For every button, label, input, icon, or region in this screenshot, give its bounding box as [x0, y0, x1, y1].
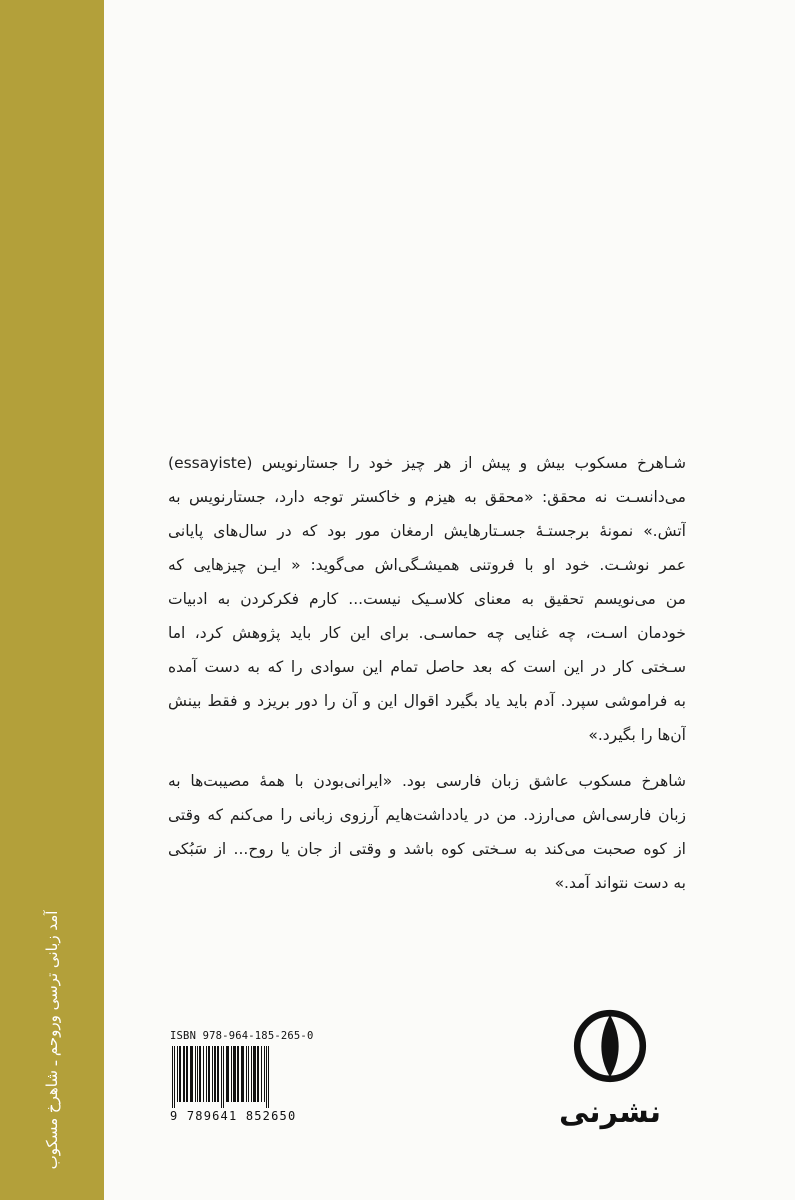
back-cover-description: [168, 446, 686, 900]
isbn-label: ISBN 978-964-185-265-0: [170, 1030, 314, 1042]
text-line: از کوه صحبت می‌کند به سـختی کوه باشد و وقتی از جان یا روح... از سَبُکی: [168, 840, 686, 858]
text-line: عمر نوشـت. خود او با فروتنی همیشـگی‌اش می‌گوید: « ایـن چیزهایی که: [168, 556, 686, 574]
text-line: من می‌نویسم تحقیق به معنای کلاسـیک نیست... کارم فکرکردن به ادبیات: [168, 590, 686, 608]
publisher-drop-logo-icon: [569, 1005, 651, 1087]
text-line: آتش.» نمونهٔ برجستـهٔ جسـتارهایش ارمغان مور بود که در سال‌های پایانی: [168, 522, 686, 540]
text-line: به فراموشی سپرد. آدم باید یاد بگیرد اقوال این و آن را دور بریزد و فقط بینش: [168, 692, 686, 710]
text-line: شـاهرخ مسکوب بیش و پیش از هر چیز خود را جستارنویس (essayiste): [168, 454, 686, 472]
text-line: آن‌ها را بگیرد.»: [588, 726, 686, 744]
publisher-mark: [555, 1005, 665, 1155]
text-line: می‌دانسـت نه محقق: «محقق به هیزم و خاکستر توجه دارد، جستارنویس به: [168, 488, 686, 506]
text-line: زبان فارسی‌اش می‌ارزد. من در یادداشت‌هایم آرزوی زبانی را می‌کنم که وقتی: [168, 806, 686, 824]
text-line: سـختی کار در این است که بعد حاصل تمام این سوادی را که به دست آمده: [168, 658, 686, 676]
barcode-digits: 9 789641 852650: [170, 1109, 297, 1123]
spine-band: [0, 0, 104, 1200]
paragraph-2: [168, 764, 686, 900]
spine-signature: آمد زبانی ترسی وروحم ـ شاهرخ مسکوب: [43, 910, 61, 1170]
isbn-barcode: [170, 1030, 314, 1123]
paragraph-1: [168, 446, 686, 752]
barcode-bars-icon: [170, 1046, 306, 1108]
text-line: به دست نتواند آمد.»: [554, 874, 686, 892]
text-line: شاهرخ مسکوب عاشق زبان فارسی بود. «ایرانی‌بودن با همهٔ مصیبت‌ها به: [168, 772, 686, 790]
publisher-name: نشرنی: [558, 1095, 662, 1130]
text-line: خودمان اسـت، چه غنایی چه حماسـی. برای این کار باید پژوهش کرد، اما: [168, 624, 686, 642]
